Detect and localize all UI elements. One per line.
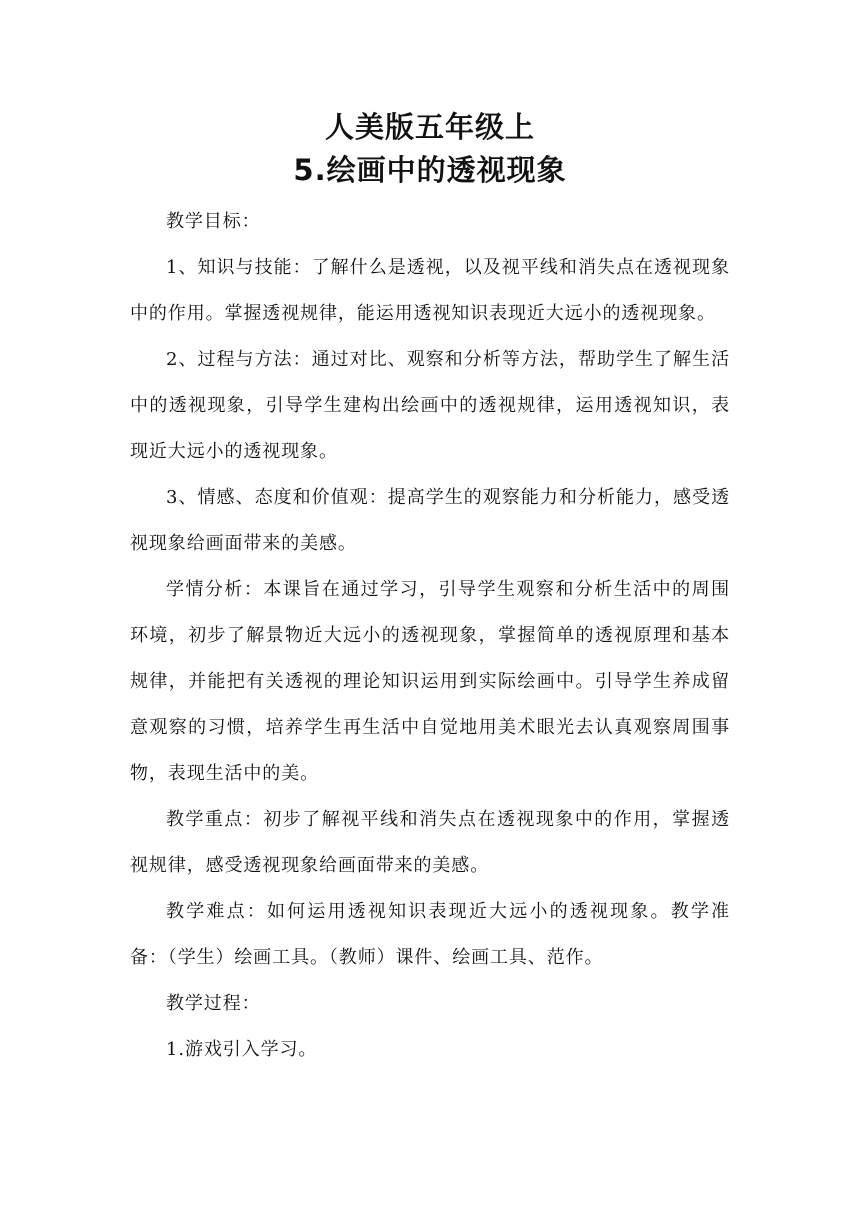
document-title-line-2: 5.绘画中的透视现象 (293, 153, 567, 187)
objective-emotion-values: 3、情感、态度和价值观：提高学生的观察能力和分析能力，感受透视现象给画面带来的美感。 (130, 487, 730, 554)
teaching-key-points: 教学重点：初步了解视平线和消失点在透视现象中的作用，掌握透视规律，感受透视现象给画面带来的美感。 (130, 809, 730, 876)
teaching-step-1: 1.游戏引入学习。 (166, 1039, 318, 1060)
teaching-objectives-heading: 教学目标： (166, 211, 261, 232)
document-title-line-1: 人美版五年级上 (324, 110, 535, 144)
objective-process-methods: 2、过程与方法：通过对比、观察和分析等方法，帮助学生了解生活中的透视现象，引导学生建构出绘画中的透视规律，运用透视知识，表现近大远小的透视现象。 (130, 349, 730, 462)
teaching-process-heading: 教学过程： (166, 993, 261, 1014)
teaching-difficulties: 教学难点：如何运用透视知识表现近大远小的透视现象。教学准备：（学生）绘画工具。（教师）课件、绘画工具、范作。 (130, 901, 730, 968)
learning-situation-analysis: 学情分析：本课旨在通过学习，引导学生观察和分析生活中的周围环境，初步了解景物近大远小的透视现象，掌握简单的透视原理和基本规律，并能把有关透视的理论知识运用到实际绘画中。引导学生养成留意观察的习惯，培养学生再生活中自觉地用美术眼光去认真观察周围事物，表现生活中的美。 (130, 579, 730, 784)
objective-knowledge-skills: 1、知识与技能：了解什么是透视，以及视平线和消失点在透视现象中的作用。掌握透视规律，能运用透视知识表现近大远小的透视现象。 (130, 257, 730, 324)
